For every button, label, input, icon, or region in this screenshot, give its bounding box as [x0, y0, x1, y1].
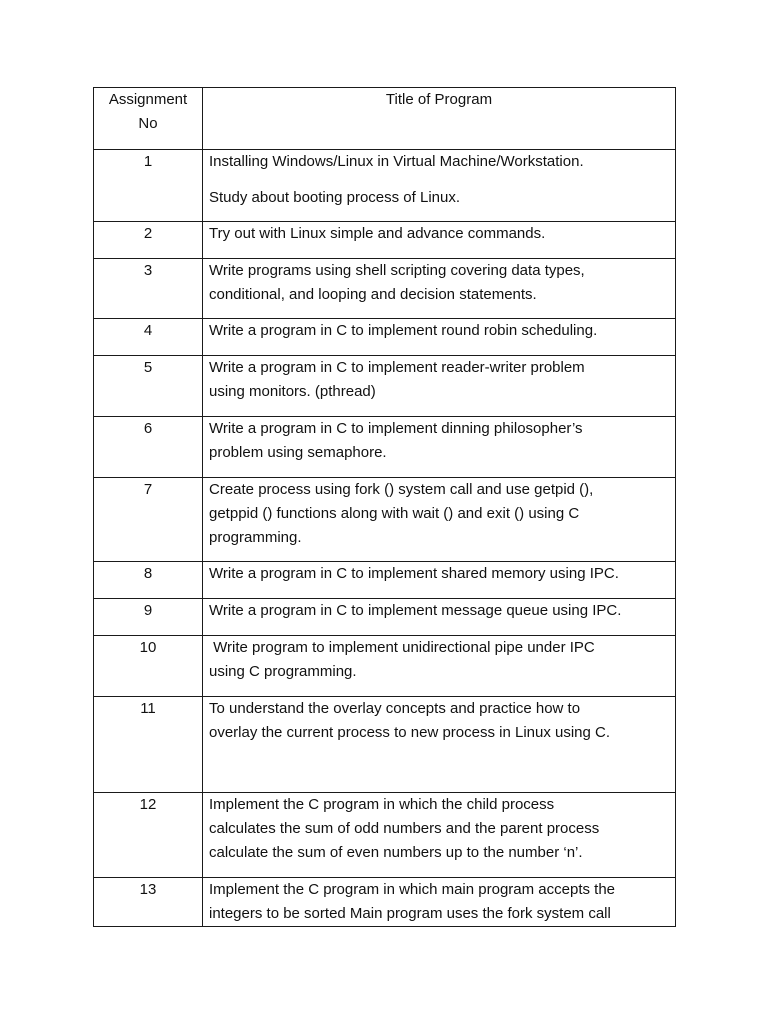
program-title-extra-line: Study about booting process of Linux.: [209, 189, 461, 206]
assignment-number: 9: [143, 602, 153, 619]
table-row: [94, 636, 676, 697]
assignment-number: 4: [143, 322, 153, 339]
program-title-cell: [203, 356, 676, 417]
assignment-number: 5: [143, 359, 153, 376]
program-title-cell: [203, 478, 676, 562]
assignment-number-cell: [94, 878, 203, 927]
paragraph-gap: [209, 174, 671, 186]
assignment-table: [93, 87, 676, 927]
program-title-line: programming.: [209, 529, 302, 546]
assignment-number-cell: [94, 150, 203, 222]
program-title-cell: [203, 878, 676, 927]
assignment-number-cell: [94, 222, 203, 259]
program-title-line: Write a program in C to implement dinning philosopher’s: [209, 420, 583, 437]
program-title-line: using C programming.: [209, 663, 357, 680]
program-title-line: Try out with Linux simple and advance commands.: [209, 225, 546, 242]
program-title-cell: [203, 562, 676, 599]
program-title-cell: [203, 793, 676, 878]
table-row: [94, 150, 676, 222]
header-title: [203, 88, 676, 150]
assignment-number: 13: [139, 881, 157, 898]
assignment-number-cell: [94, 599, 203, 636]
program-title-cell: [203, 697, 676, 793]
program-title-line: Create process using fork () system call and use getpid (),: [209, 481, 594, 498]
table-row: [94, 259, 676, 319]
table-row: [94, 417, 676, 478]
header-title-text: Title of Program: [385, 91, 493, 108]
program-title-line: calculate the sum of even numbers up to the number ‘n’.: [209, 844, 583, 861]
table-row: [94, 599, 676, 636]
program-title-line: Write programs using shell scripting covering data types,: [209, 262, 585, 279]
assignment-number: 2: [143, 225, 153, 242]
table-row: [94, 319, 676, 356]
program-title-cell: [203, 417, 676, 478]
assignment-number-cell: [94, 478, 203, 562]
header-assignment-no-line1: Assignment: [108, 91, 188, 108]
program-title-line: Write a program in C to implement shared memory using IPC.: [209, 565, 619, 582]
assignment-number: 3: [143, 262, 153, 279]
assignment-number-cell: [94, 319, 203, 356]
program-title-line: overlay the current process to new process in Linux using C.: [209, 724, 611, 741]
program-title-line: using monitors. (pthread): [209, 383, 376, 400]
table-row: [94, 356, 676, 417]
program-title-line: Write a program in C to implement message queue using IPC.: [209, 602, 622, 619]
table-row: [94, 793, 676, 878]
program-title-cell: [203, 259, 676, 319]
program-title-cell: [203, 150, 676, 222]
assignment-number: 6: [143, 420, 153, 437]
assignment-number-cell: [94, 356, 203, 417]
program-title-cell: [203, 599, 676, 636]
program-title-line: getppid () functions along with wait () and exit () using C: [209, 505, 580, 522]
table-header-row: [94, 88, 676, 150]
program-title-line: conditional, and looping and decision statements.: [209, 286, 537, 303]
program-title-cell: [203, 636, 676, 697]
program-title-line: problem using semaphore.: [209, 444, 387, 461]
assignment-number: 12: [139, 796, 157, 813]
assignment-number: 11: [140, 700, 156, 717]
assignment-number-cell: [94, 562, 203, 599]
assignment-number: 1: [143, 153, 153, 170]
assignment-number: 10: [139, 639, 157, 656]
assignment-number: 7: [143, 481, 153, 498]
assignment-number-cell: [94, 259, 203, 319]
header-assignment-no: [94, 88, 203, 150]
assignment-number-cell: [94, 417, 203, 478]
program-title-line: Write a program in C to implement reader-writer problem: [209, 359, 585, 376]
program-title-line: Implement the C program in which main program accepts the: [209, 881, 616, 898]
assignment-number-cell: [94, 697, 203, 793]
program-title-cell: [203, 319, 676, 356]
table-row: [94, 697, 676, 793]
table-row: [94, 562, 676, 599]
program-title-line: Write program to implement unidirectional pipe under IPC: [209, 639, 595, 656]
header-assignment-no-line2: No: [138, 115, 158, 132]
assignment-number-cell: [94, 636, 203, 697]
table-row: [94, 222, 676, 259]
program-title-line: To understand the overlay concepts and practice how to: [209, 700, 581, 717]
program-title-cell: [203, 222, 676, 259]
table-row: [94, 478, 676, 562]
program-title-line: calculates the sum of odd numbers and the parent process: [209, 820, 600, 837]
program-title-line: Implement the C program in which the child process: [209, 796, 555, 813]
assignment-number-cell: [94, 793, 203, 878]
program-title-line: integers to be sorted Main program uses the fork system call: [209, 905, 611, 922]
table-row: [94, 878, 676, 927]
program-title-line: Write a program in C to implement round robin scheduling.: [209, 322, 598, 339]
program-title-line: Installing Windows/Linux in Virtual Machine/Workstation.: [209, 153, 584, 170]
assignment-number: 8: [143, 565, 153, 582]
